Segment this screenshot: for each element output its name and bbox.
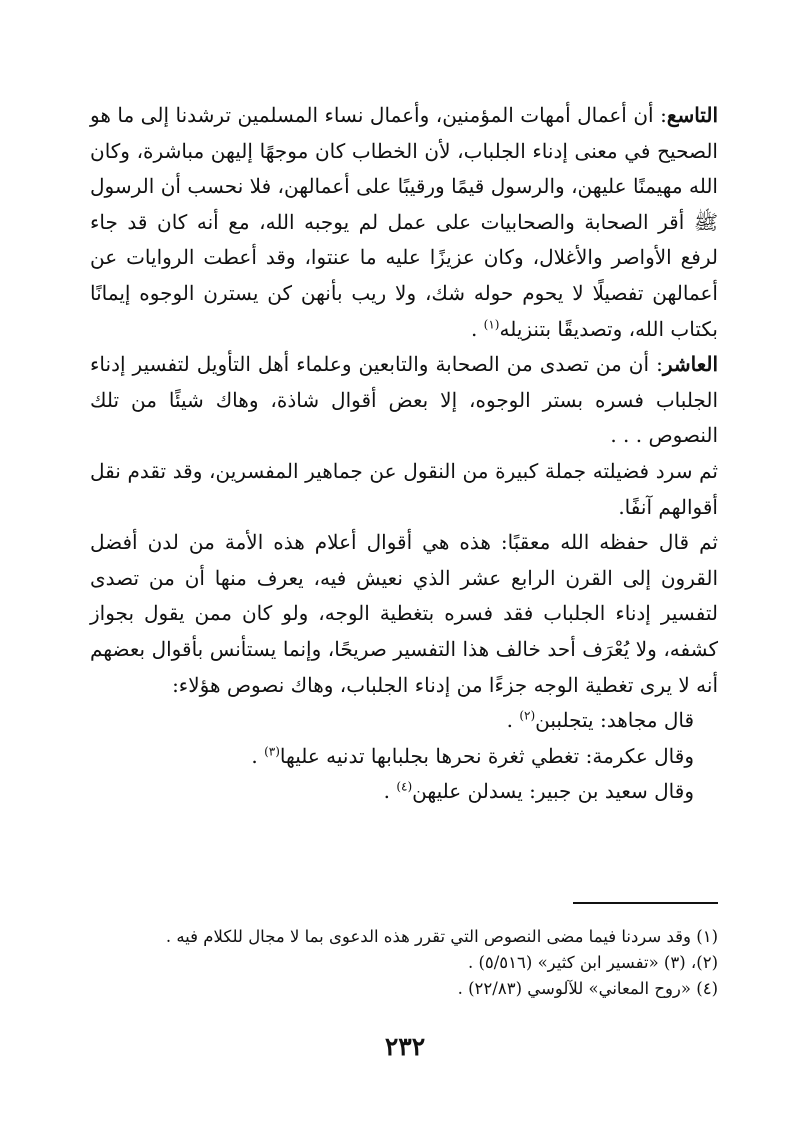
quote-text: قال مجاهد: يتجلببن [535,708,694,733]
paragraph-ninth [90,98,718,347]
quote-text: وقال سعيد بن جبير: يسدلن عليهن [412,779,694,804]
footnote-ref: (٢) [519,708,536,723]
paragraph-text: ثم قال حفظه الله معقبًا: هذه هي أقوال أعلام هذه الأمة من لدن أفضل القرون إلى القرن الرابع عشر الذي نعيش فيه، يعرف منها أن من تصدى لتفسير إدناء الجلباب فقد فسره بتغطية الوجه، ولو كان ممن يقول بجواز كشفه، ولا يُعْرَف أحد خالف هذا التفسير صريحًا، وإنما يستأنس بأقوال بعضهم أنه لا يرى تغطية الوجه جزءًا من إدناء الجلباب، وهاك نصوص هؤلاء: [90,530,718,697]
footnote-ref: (٣) [264,744,280,759]
footnote-ref: (٤) [396,779,413,794]
quote-end: . [383,779,397,804]
footnote-4: (٤) «روح المعاني» للآلوسي (٢٢/٨٣) . [457,979,718,998]
paragraph-comment [90,525,718,703]
page-number: ٢٣٢ [384,1032,426,1061]
paragraph-summary [90,454,718,525]
quote-end: . [251,743,265,768]
footnote-ref: (١) [483,316,500,331]
footnotes [90,924,718,1002]
paragraph-tenth [90,347,718,454]
paragraph-lead: العاشر [662,352,718,377]
quote-said-ibn-jubayr [90,774,718,810]
quote-ikrima [90,739,718,775]
quote-mujahid [90,703,718,739]
main-text [90,98,718,810]
paragraph-lead: التاسع [666,103,718,127]
quote-end: . [506,708,520,733]
footnote-1: (١) وقد سردنا فيما مضى النصوص التي تقرر هذه الدعوى بما لا مجال للكلام فيه . [165,927,718,946]
paragraph-text: ثم سرد فضيلته جملة كبيرة من النقول عن جماهير المفسرين، وقد تقدم نقل أقوالهم آنفًا. [90,458,718,519]
footnote-2-3: (٢)، (٣) «تفسير ابن كثير» (٥/٥١٦) . [467,953,718,972]
footnote-divider [573,902,718,904]
paragraph-text: : أن من تصدى من الصحابة والتابعين وعلماء أهل التأويل لتفسير إدناء الجلباب فسره بستر الوجوه، إلا بعض أقوال شاذة، وهاك شيئًا من تلك النصوص . . . [90,352,718,448]
paragraph-text: : أن أعمال أمهات المؤمنين، وأعمال نساء المسلمين ترشدنا إلى ما هو الصحيح في معنى إدناء الجلباب، لأن الخطاب كان موجهًا إليهن مباشرة، وكان الله مهيمنًا عليهن، والرسول قيمًا ورقيبًا على أعمالهن، فلا نحسب أن الرسول ﷺ أقر الصحابة والصحابيات على عمل لم يوجبه الله، مع أنه كان قد جاء لرفع الأواصر والأغلال، وكان عزيزًا عليه ما عنتوا، وقد أعطت الروايات عن أعمالهن تفصيلًا لا يحوم حوله شك، ولا ريب بأنهن كن يسترن الوجوه إيمانًا بكتاب الله، وتصديقًا بتنزيله [90,103,718,341]
quote-text: وقال عكرمة: تغطي ثغرة نحرها بجلبابها تدنيه عليها [279,743,694,768]
paragraph-end: . [470,316,484,341]
